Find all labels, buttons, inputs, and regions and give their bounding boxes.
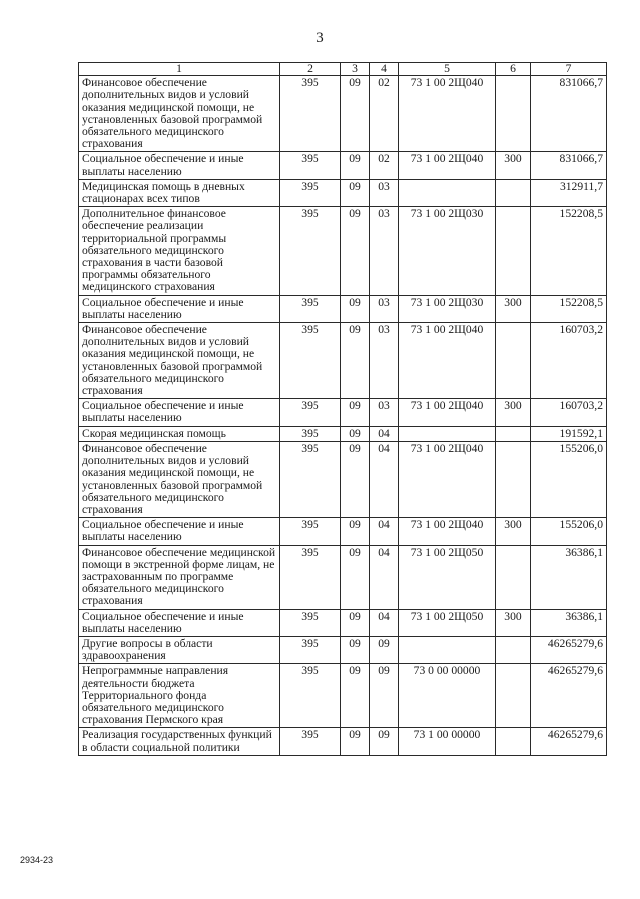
cell-section: 09 [341,399,370,426]
header-col-3: 3 [341,63,370,76]
header-col-5: 5 [399,63,496,76]
cell-amount: 831066,7 [531,152,607,179]
cell-subsection: 04 [370,609,399,636]
cell-section: 09 [341,295,370,322]
cell-expense-type [496,207,531,295]
cell-subsection: 03 [370,179,399,206]
cell-code: 395 [280,399,341,426]
cell-code: 395 [280,207,341,295]
cell-expense-type [496,636,531,663]
cell-target-article: 73 1 00 2Щ040 [399,76,496,152]
header-col-4: 4 [370,63,399,76]
cell-target-article [399,179,496,206]
header-col-6: 6 [496,63,531,76]
cell-target-article: 73 1 00 2Щ040 [399,399,496,426]
table-row [79,518,607,545]
cell-code: 395 [280,152,341,179]
cell-target-article: 73 1 00 2Щ050 [399,545,496,609]
cell-target-article: 73 0 00 00000 [399,664,496,728]
cell-code: 395 [280,728,341,755]
cell-name: Медицинская помощь в дневных стационарах всех типов [79,179,280,206]
cell-name: Реализация государственных функций в области социальной политики [79,728,280,755]
cell-expense-type [496,323,531,399]
cell-code: 395 [280,636,341,663]
cell-target-article: 73 1 00 00000 [399,728,496,755]
cell-target-article: 73 1 00 2Щ040 [399,152,496,179]
cell-expense-type [496,664,531,728]
cell-section: 09 [341,609,370,636]
cell-amount: 152208,5 [531,207,607,295]
budget-table [78,62,607,756]
table-row [79,399,607,426]
cell-subsection: 02 [370,152,399,179]
cell-expense-type [496,179,531,206]
cell-subsection: 04 [370,441,399,517]
cell-name: Социальное обеспечение и иные выплаты населению [79,399,280,426]
cell-subsection: 03 [370,399,399,426]
cell-name: Скорая медицинская помощь [79,426,280,441]
cell-section: 09 [341,728,370,755]
cell-code: 395 [280,179,341,206]
cell-target-article: 73 1 00 2Щ050 [399,609,496,636]
table-row [79,295,607,322]
cell-amount: 155206,0 [531,441,607,517]
cell-code: 395 [280,295,341,322]
cell-section: 09 [341,152,370,179]
cell-expense-type [496,545,531,609]
cell-section: 09 [341,179,370,206]
cell-subsection: 02 [370,76,399,152]
header-col-2: 2 [280,63,341,76]
cell-expense-type: 300 [496,152,531,179]
cell-target-article: 73 1 00 2Щ040 [399,323,496,399]
cell-expense-type: 300 [496,295,531,322]
cell-expense-type [496,426,531,441]
cell-subsection: 09 [370,728,399,755]
table-row [79,323,607,399]
table-row [79,609,607,636]
cell-target-article: 73 1 00 2Щ030 [399,207,496,295]
table-row [79,179,607,206]
cell-amount: 46265279,6 [531,636,607,663]
table-row [79,728,607,755]
cell-target-article [399,426,496,441]
cell-code: 395 [280,518,341,545]
cell-amount: 831066,7 [531,76,607,152]
table-row [79,545,607,609]
cell-name: Социальное обеспечение и иные выплаты населению [79,295,280,322]
cell-subsection: 03 [370,323,399,399]
document-code: 2934-23 [20,855,54,865]
cell-code: 395 [280,664,341,728]
cell-code: 395 [280,609,341,636]
cell-name: Социальное обеспечение и иные выплаты населению [79,152,280,179]
cell-section: 09 [341,441,370,517]
cell-amount: 46265279,6 [531,728,607,755]
cell-amount: 36386,1 [531,609,607,636]
table-row [79,664,607,728]
header-row [79,63,607,76]
table-row [79,152,607,179]
cell-subsection: 04 [370,545,399,609]
cell-section: 09 [341,76,370,152]
cell-subsection: 09 [370,664,399,728]
cell-expense-type: 300 [496,399,531,426]
page-number: 3 [316,30,324,46]
cell-subsection: 04 [370,426,399,441]
cell-target-article: 73 1 00 2Щ040 [399,441,496,517]
cell-subsection: 03 [370,207,399,295]
cell-name: Другие вопросы в области здравоохранения [79,636,280,663]
cell-target-article: 73 1 00 2Щ030 [399,295,496,322]
table-row [79,426,607,441]
cell-name: Непрограммные направления деятельности бюджета Территориального фонда обязательного медицинского страхования Пермского края [79,664,280,728]
cell-code: 395 [280,426,341,441]
cell-name: Финансовое обеспечение дополнительных видов и условий оказания медицинской помощи, не установленных базовой программой обязательного медицинского страхования [79,323,280,399]
cell-section: 09 [341,636,370,663]
cell-amount: 191592,1 [531,426,607,441]
table-row [79,636,607,663]
cell-section: 09 [341,664,370,728]
cell-amount: 160703,2 [531,399,607,426]
cell-name: Финансовое обеспечение медицинской помощи в экстренной форме лицам, не застрахованным по программе обязательного медицинского страхования [79,545,280,609]
cell-subsection: 03 [370,295,399,322]
cell-name: Социальное обеспечение и иные выплаты населению [79,609,280,636]
cell-code: 395 [280,76,341,152]
cell-expense-type [496,76,531,152]
cell-expense-type [496,728,531,755]
cell-amount: 155206,0 [531,518,607,545]
cell-section: 09 [341,426,370,441]
cell-code: 395 [280,441,341,517]
cell-section: 09 [341,518,370,545]
cell-amount: 46265279,6 [531,664,607,728]
cell-amount: 312911,7 [531,179,607,206]
cell-target-article: 73 1 00 2Щ040 [399,518,496,545]
cell-name: Финансовое обеспечение дополнительных видов и условий оказания медицинской помощи, не установленных базовой программой обязательного медицинского страхования [79,441,280,517]
header-col-7: 7 [531,63,607,76]
cell-amount: 36386,1 [531,545,607,609]
cell-name: Дополнительное финансовое обеспечение реализации территориальной программы обязательного медицинского страхования в части базовой программы обязательного медицинского страхования [79,207,280,295]
cell-subsection: 09 [370,636,399,663]
cell-target-article [399,636,496,663]
cell-code: 395 [280,323,341,399]
cell-expense-type: 300 [496,609,531,636]
cell-amount: 160703,2 [531,323,607,399]
cell-amount: 152208,5 [531,295,607,322]
cell-section: 09 [341,323,370,399]
header-col-1: 1 [79,63,280,76]
table-row [79,441,607,517]
cell-name: Финансовое обеспечение дополнительных видов и условий оказания медицинской помощи, не установленных базовой программой обязательного медицинского страхования [79,76,280,152]
cell-expense-type [496,441,531,517]
cell-expense-type: 300 [496,518,531,545]
table-row [79,76,607,152]
cell-name: Социальное обеспечение и иные выплаты населению [79,518,280,545]
cell-code: 395 [280,545,341,609]
cell-section: 09 [341,545,370,609]
cell-subsection: 04 [370,518,399,545]
table-row [79,207,607,295]
cell-section: 09 [341,207,370,295]
